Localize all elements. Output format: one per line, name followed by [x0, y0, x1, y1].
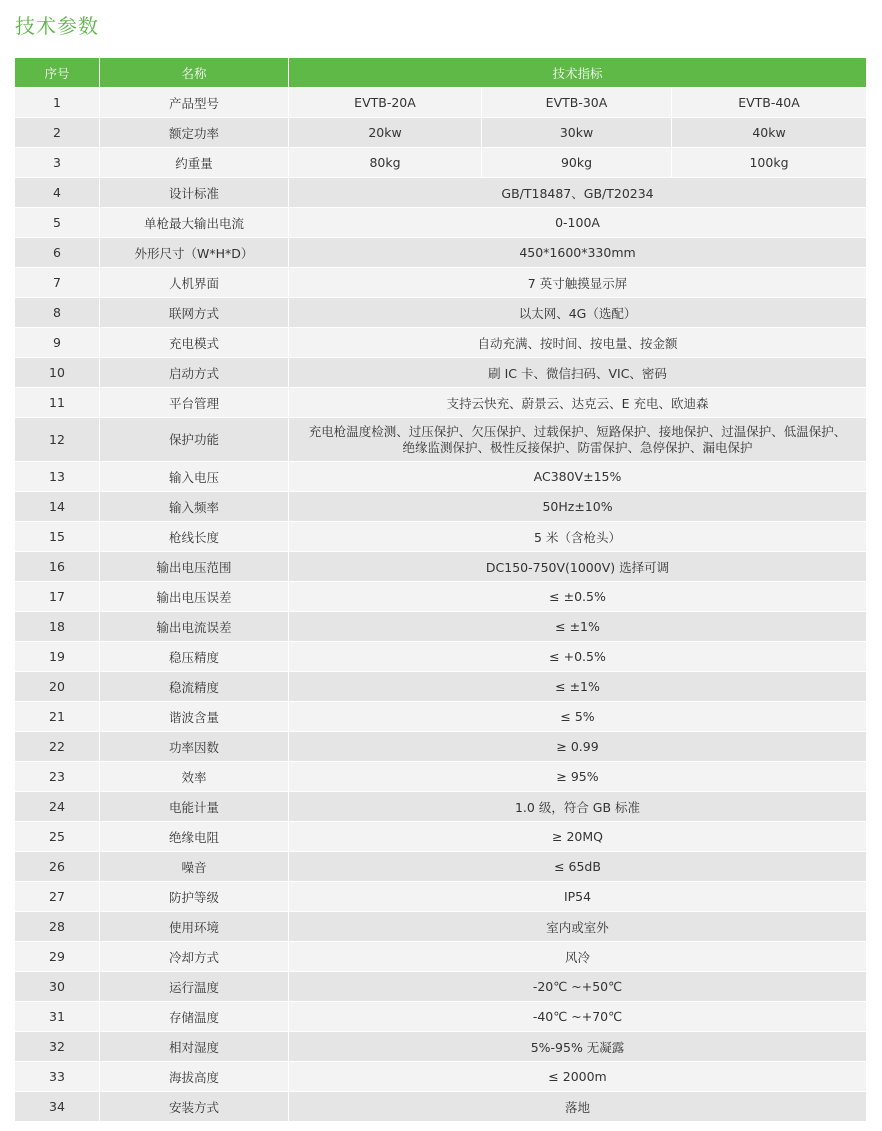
header-name: 名称 — [100, 58, 289, 88]
row-number: 18 — [15, 612, 100, 642]
table-row — [15, 522, 867, 552]
row-value: ≤ 5% — [289, 702, 867, 732]
table-row — [15, 702, 867, 732]
row-value: ≥ 95% — [289, 762, 867, 792]
row-value-line: 绝缘监测保护、极性反接保护、防雷保护、急停保护、漏电保护 — [402, 439, 753, 455]
row-model-value: 20kw — [289, 118, 482, 148]
row-number: 10 — [15, 358, 100, 388]
table-row — [15, 328, 867, 358]
table-row — [15, 732, 867, 762]
row-value: GB/T18487、GB/T20234 — [289, 178, 867, 208]
row-name: 人机界面 — [100, 268, 289, 298]
row-value: IP54 — [289, 882, 867, 912]
row-name: 输入频率 — [100, 492, 289, 522]
row-value: ≤ ±1% — [289, 672, 867, 702]
row-model-value: 80kg — [289, 148, 482, 178]
table-row — [15, 238, 867, 268]
row-number: 5 — [15, 208, 100, 238]
row-value: ≤ ±0.5% — [289, 582, 867, 612]
row-model-value: 30kw — [482, 118, 672, 148]
row-value: 室内或室外 — [289, 912, 867, 942]
table-row — [15, 912, 867, 942]
row-number: 29 — [15, 942, 100, 972]
header-no: 序号 — [15, 58, 100, 88]
row-value-line: 充电枪温度检测、过压保护、欠压保护、过载保护、短路保护、接地保护、过温保护、低温保护、 — [308, 423, 847, 439]
row-number: 33 — [15, 1062, 100, 1092]
row-value: 5%-95% 无凝露 — [289, 1032, 867, 1062]
row-name: 存储温度 — [100, 1002, 289, 1032]
table-row — [15, 972, 867, 1002]
row-number: 2 — [15, 118, 100, 148]
row-model-value: 40kw — [672, 118, 867, 148]
table-row — [15, 298, 867, 328]
row-number: 26 — [15, 852, 100, 882]
table-row — [15, 852, 867, 882]
row-number: 7 — [15, 268, 100, 298]
spec-table — [14, 57, 867, 1122]
table-row — [15, 208, 867, 238]
row-name: 外形尺寸（W*H*D） — [100, 238, 289, 268]
row-number: 1 — [15, 88, 100, 118]
row-value: ≥ 0.99 — [289, 732, 867, 762]
row-name: 平台管理 — [100, 388, 289, 418]
row-name: 效率 — [100, 762, 289, 792]
row-model-value: 90kg — [482, 148, 672, 178]
header-spec: 技术指标 — [289, 58, 867, 88]
table-row — [15, 88, 867, 118]
table-row — [15, 388, 867, 418]
table-row — [15, 762, 867, 792]
row-number: 21 — [15, 702, 100, 732]
row-name: 稳流精度 — [100, 672, 289, 702]
row-name: 噪音 — [100, 852, 289, 882]
row-name: 运行温度 — [100, 972, 289, 1002]
row-name: 充电模式 — [100, 328, 289, 358]
row-number: 12 — [15, 418, 100, 462]
row-number: 31 — [15, 1002, 100, 1032]
table-row — [15, 1002, 867, 1032]
row-value: 7 英寸触摸显示屏 — [289, 268, 867, 298]
row-number: 4 — [15, 178, 100, 208]
row-value: ≤ +0.5% — [289, 642, 867, 672]
row-model-value: 100kg — [672, 148, 867, 178]
row-name: 联网方式 — [100, 298, 289, 328]
row-number: 23 — [15, 762, 100, 792]
row-name: 保护功能 — [100, 418, 289, 462]
row-model-value: EVTB-30A — [482, 88, 672, 118]
row-name: 额定功率 — [100, 118, 289, 148]
table-row — [15, 882, 867, 912]
row-number: 15 — [15, 522, 100, 552]
row-number: 30 — [15, 972, 100, 1002]
table-row — [15, 148, 867, 178]
row-name: 电能计量 — [100, 792, 289, 822]
row-name: 功率因数 — [100, 732, 289, 762]
table-row — [15, 358, 867, 388]
row-name: 产品型号 — [100, 88, 289, 118]
row-number: 34 — [15, 1092, 100, 1122]
row-value: 落地 — [289, 1092, 867, 1122]
table-row — [15, 492, 867, 522]
table-row — [15, 462, 867, 492]
row-model-value: EVTB-20A — [289, 88, 482, 118]
row-value: -40℃ ~+70℃ — [289, 1002, 867, 1032]
table-row — [15, 118, 867, 148]
table-row — [15, 1092, 867, 1122]
row-model-value: EVTB-40A — [672, 88, 867, 118]
row-value: 5 米（含枪头） — [289, 522, 867, 552]
row-name: 单枪最大输出电流 — [100, 208, 289, 238]
row-value: ≤ 2000m — [289, 1062, 867, 1092]
row-number: 22 — [15, 732, 100, 762]
table-row — [15, 268, 867, 298]
row-name: 启动方式 — [100, 358, 289, 388]
row-name: 使用环境 — [100, 912, 289, 942]
row-number: 17 — [15, 582, 100, 612]
row-value: DC150-750V(1000V) 选择可调 — [289, 552, 867, 582]
row-name: 设计标准 — [100, 178, 289, 208]
table-row — [15, 612, 867, 642]
row-value: 1.0 级，符合 GB 标准 — [289, 792, 867, 822]
page-title: 技术参数 — [15, 14, 99, 38]
row-value: 刷 IC 卡、微信扫码、VIC、密码 — [289, 358, 867, 388]
table-row — [15, 178, 867, 208]
table-row — [15, 1062, 867, 1092]
row-name: 相对湿度 — [100, 1032, 289, 1062]
row-value: 0-100A — [289, 208, 867, 238]
row-name: 谐波含量 — [100, 702, 289, 732]
row-name: 冷却方式 — [100, 942, 289, 972]
table-row — [15, 672, 867, 702]
row-number: 16 — [15, 552, 100, 582]
row-name: 输出电压误差 — [100, 582, 289, 612]
row-name: 约重量 — [100, 148, 289, 178]
row-value: ≤ ±1% — [289, 612, 867, 642]
row-name: 海拔高度 — [100, 1062, 289, 1092]
table-row — [15, 942, 867, 972]
row-name: 输出电压范围 — [100, 552, 289, 582]
row-value: 450*1600*330mm — [289, 238, 867, 268]
row-value: 以太网、4G（选配） — [289, 298, 867, 328]
row-value: AC380V±15% — [289, 462, 867, 492]
row-number: 14 — [15, 492, 100, 522]
row-number: 3 — [15, 148, 100, 178]
row-name: 输入电压 — [100, 462, 289, 492]
spec-table-body — [15, 88, 867, 1122]
row-number: 9 — [15, 328, 100, 358]
row-value: 50Hz±10% — [289, 492, 867, 522]
row-number: 8 — [15, 298, 100, 328]
row-number: 6 — [15, 238, 100, 268]
row-name: 稳压精度 — [100, 642, 289, 672]
row-value — [289, 418, 867, 462]
row-number: 25 — [15, 822, 100, 852]
row-value: ≥ 20MQ — [289, 822, 867, 852]
row-name: 输出电流误差 — [100, 612, 289, 642]
table-row — [15, 582, 867, 612]
table-row — [15, 792, 867, 822]
row-number: 19 — [15, 642, 100, 672]
row-value: 自动充满、按时间、按电量、按金额 — [289, 328, 867, 358]
row-value: 风冷 — [289, 942, 867, 972]
row-number: 28 — [15, 912, 100, 942]
row-name: 绝缘电阻 — [100, 822, 289, 852]
row-number: 11 — [15, 388, 100, 418]
table-row — [15, 418, 867, 462]
row-number: 20 — [15, 672, 100, 702]
row-name: 防护等级 — [100, 882, 289, 912]
row-name: 安装方式 — [100, 1092, 289, 1122]
table-row — [15, 552, 867, 582]
row-number: 32 — [15, 1032, 100, 1062]
row-name: 枪线长度 — [100, 522, 289, 552]
table-row — [15, 642, 867, 672]
row-number: 13 — [15, 462, 100, 492]
row-value: 支持云快充、蔚景云、达克云、E 充电、欧迪森 — [289, 388, 867, 418]
row-number: 27 — [15, 882, 100, 912]
table-row — [15, 1032, 867, 1062]
spec-table-header — [15, 58, 867, 88]
row-value: -20℃ ~+50℃ — [289, 972, 867, 1002]
header-row — [15, 58, 867, 88]
row-number: 24 — [15, 792, 100, 822]
table-row — [15, 822, 867, 852]
row-value: ≤ 65dB — [289, 852, 867, 882]
